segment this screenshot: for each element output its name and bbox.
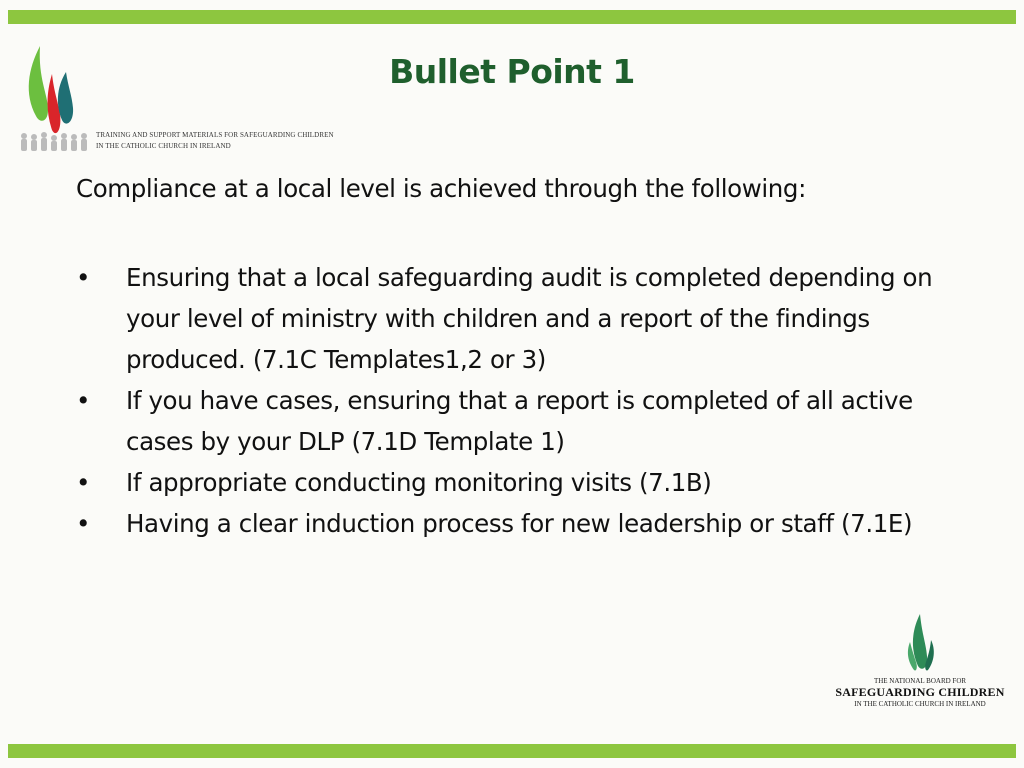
header-tagline (96, 130, 334, 152)
footer-logo (830, 612, 1010, 722)
footer-logo-line3: IN THE CATHOLIC CHURCH IN IRELAND (854, 700, 986, 708)
slide-title: Bullet Point 1 (389, 52, 635, 91)
bullet-text: Ensuring that a local safeguarding audit is completed depending on your level of ministry with children and a report of the findings produced. (7.1C Templates1,2 or 3) (126, 263, 933, 374)
bullet-item (76, 380, 956, 462)
bullet-text: If you have cases, ensuring that a report is completed of all active cases by your DLP (7.1D Template 1) (126, 386, 913, 456)
footer-logo-line1: THE NATIONAL BOARD FOR (873, 677, 967, 685)
bullet-item (76, 503, 956, 544)
header-tagline-line2: IN THE CATHOLIC CHURCH IN IRELAND (96, 142, 231, 150)
slide-intro: Compliance at a local level is achieved through the following: (76, 174, 806, 203)
header-tagline-line1: TRAINING AND SUPPORT MATERIALS FOR SAFEGUARDING CHILDREN (96, 131, 334, 139)
bullet-dot: • (76, 509, 91, 538)
bullet-item (76, 462, 956, 503)
bullet-dot: • (76, 386, 91, 415)
footer-logo-line2: SAFEGUARDING CHILDREN (835, 685, 1005, 699)
bullet-text: If appropriate conducting monitoring visits (7.1B) (126, 468, 712, 497)
top-accent-bar (8, 10, 1016, 24)
bullet-list (76, 257, 956, 544)
bullet-dot: • (76, 468, 91, 497)
bullet-text: Having a clear induction process for new leadership or staff (7.1E) (126, 509, 913, 538)
bottom-accent-bar (8, 744, 1016, 758)
green-flame-icon (900, 612, 940, 674)
bullet-item (76, 257, 956, 380)
bullet-dot: • (76, 263, 91, 292)
